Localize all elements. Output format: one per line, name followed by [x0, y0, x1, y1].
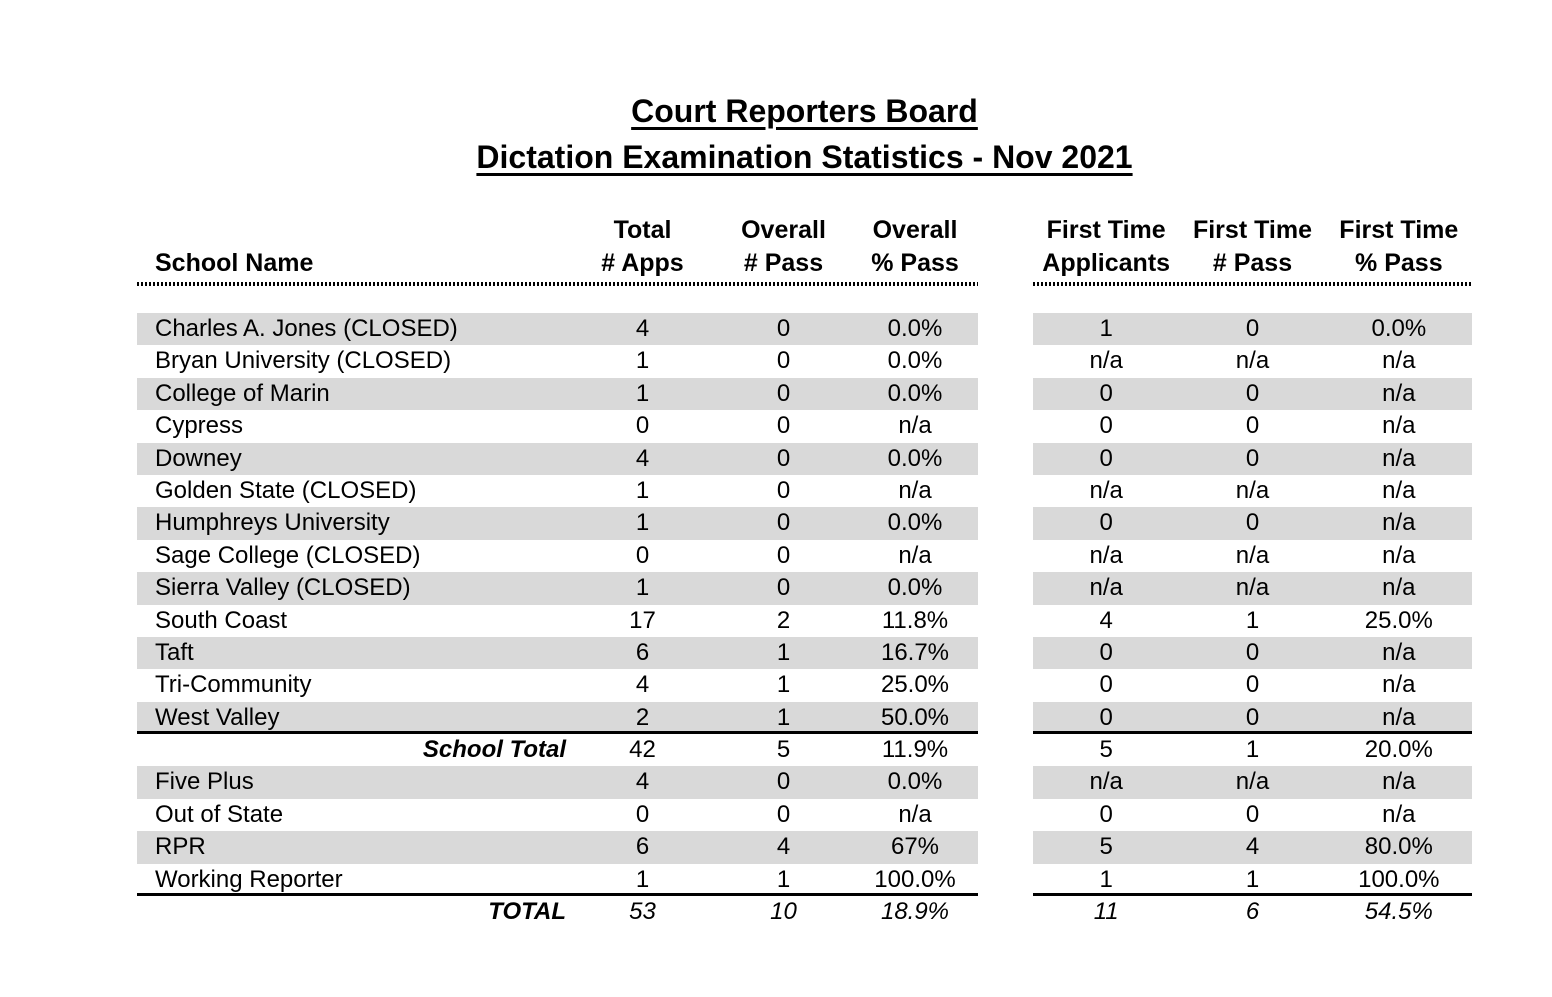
first-time-pass-cell: 0 — [1245, 671, 1260, 699]
overall-pct-cell: n/a — [898, 476, 932, 504]
table-row — [0, 475, 1552, 507]
overall-pass-cell: 0 — [776, 800, 791, 828]
school-name-cell: Sage College (CLOSED) — [155, 541, 421, 569]
overall-pass-cell: 0 — [776, 412, 791, 440]
first-time-pct-header-line2: % Pass — [1355, 249, 1443, 277]
first-time-stats-segment — [1033, 410, 1472, 442]
first-time-applicants-cell: 0 — [1099, 444, 1113, 472]
overall-pct-cell: 11.8% — [881, 606, 949, 634]
first-time-pct-cell: 54.5% — [1364, 898, 1433, 926]
overall-pct-cell: 50.0% — [880, 703, 950, 731]
table-row — [0, 410, 1552, 442]
table-row — [0, 378, 1552, 410]
overall-pct-cell: 25.0% — [880, 671, 950, 699]
overall-pct-cell: n/a — [898, 412, 932, 440]
total-apps-header — [570, 205, 715, 282]
overall-pct-cell: 11.9% — [881, 736, 949, 764]
overall-pass-header-line2: # Pass — [743, 249, 824, 277]
total-apps-cell: 6 — [635, 638, 650, 666]
first-time-pct-cell: n/a — [1382, 476, 1416, 504]
total-apps-cell: 4 — [635, 315, 650, 342]
first-time-applicants-cell: 5 — [1099, 833, 1113, 861]
total-apps-cell: 53 — [629, 898, 656, 926]
table-row — [0, 443, 1552, 475]
overall-pct-header-line1: Overall — [872, 216, 958, 244]
school-name-cell: School Total — [422, 736, 566, 764]
total-apps-cell: 1 — [635, 379, 650, 407]
first-time-pct-cell: n/a — [1382, 412, 1416, 440]
overall-stats-segment — [137, 378, 978, 410]
overall-pass-cell: 1 — [776, 703, 791, 731]
first-time-pass-cell: 6 — [1245, 898, 1260, 926]
first-time-applicants-cell: n/a — [1089, 476, 1123, 504]
first-time-applicants-cell: n/a — [1089, 541, 1123, 569]
overall-stats-segment — [137, 702, 978, 734]
overall-pct-cell: 0.0% — [887, 315, 943, 342]
first-time-stats-segment — [1033, 345, 1472, 377]
school-name-header: School Name — [155, 249, 314, 277]
first-time-pass-cell: n/a — [1235, 768, 1270, 796]
first-time-pass-cell: 1 — [1245, 606, 1260, 634]
overall-stats-segment — [137, 766, 978, 798]
table-row — [0, 669, 1552, 701]
overall-pass-cell: 1 — [776, 865, 791, 893]
first-time-stats-segment — [1033, 540, 1472, 572]
first-time-stats-segment — [1033, 443, 1472, 475]
table-row — [0, 345, 1552, 377]
overall-stats-segment — [137, 443, 978, 475]
first-time-applicants-cell: 0 — [1099, 638, 1113, 666]
first-time-pct-cell: n/a — [1382, 444, 1416, 472]
first-time-applicants-cell: 4 — [1099, 606, 1113, 634]
overall-stats-segment — [137, 734, 978, 766]
overall-pass-cell: 0 — [776, 347, 791, 375]
first-time-stats-segment — [1033, 831, 1472, 863]
overall-pass-cell: 0 — [776, 444, 791, 472]
first-time-applicants-cell: 0 — [1099, 412, 1113, 440]
total-apps-cell: 4 — [635, 444, 650, 472]
first-time-stats-segment — [1033, 864, 1472, 896]
school-name-cell: TOTAL — [488, 898, 566, 926]
total-apps-cell: 4 — [635, 671, 650, 699]
subtotal-row — [0, 734, 1552, 766]
first-time-stats-segment — [1033, 896, 1472, 928]
first-time-pass-cell: 4 — [1245, 833, 1260, 861]
overall-pass-cell: 0 — [776, 476, 791, 504]
first-time-applicants-header — [1033, 205, 1179, 282]
first-time-stats-segment — [1033, 799, 1472, 831]
overall-pct-header — [852, 205, 978, 282]
overall-stats-segment — [137, 507, 978, 539]
total-apps-cell: 1 — [635, 347, 650, 375]
school-name-cell: College of Marin — [155, 379, 330, 407]
first-time-applicants-cell: 1 — [1099, 865, 1113, 893]
total-apps-cell: 1 — [635, 476, 650, 504]
first-time-stats-segment — [1033, 313, 1472, 345]
overall-pass-cell: 4 — [776, 833, 791, 861]
first-time-applicants-cell: 0 — [1099, 703, 1113, 731]
overall-pass-cell: 0 — [776, 574, 791, 602]
first-time-pct-cell: n/a — [1382, 509, 1416, 537]
first-time-pct-cell: n/a — [1382, 768, 1416, 796]
overall-pct-cell: 0.0% — [887, 574, 943, 602]
total-apps-cell: 2 — [635, 703, 650, 731]
school-name-cell: Golden State (CLOSED) — [155, 476, 417, 504]
school-name-cell: Humphreys University — [155, 509, 390, 537]
overall-pass-cell: 1 — [776, 638, 791, 666]
total-apps-cell: 0 — [635, 800, 650, 828]
first-time-pct-cell: n/a — [1382, 379, 1416, 407]
first-time-pct-cell: 0.0% — [1371, 315, 1427, 342]
grandtotal-row — [0, 896, 1552, 928]
overall-pct-cell: 0.0% — [887, 347, 943, 375]
school-name-cell: Bryan University (CLOSED) — [155, 347, 452, 375]
first-time-applicants-cell: n/a — [1089, 768, 1123, 796]
first-time-stats-segment — [1033, 378, 1472, 410]
overall-stats-segment — [137, 799, 978, 831]
first-time-applicants-cell: 0 — [1099, 509, 1113, 537]
overall-pass-cell: 10 — [770, 898, 797, 926]
first-time-pass-cell: 1 — [1245, 736, 1260, 764]
table-row — [0, 540, 1552, 572]
school-name-cell: Sierra Valley (CLOSED) — [155, 574, 411, 602]
overall-pct-cell: 0.0% — [887, 768, 943, 796]
overall-pct-cell: 0.0% — [887, 509, 943, 537]
overall-pct-cell: n/a — [898, 800, 932, 828]
school-name-cell: South Coast — [155, 606, 288, 634]
first-time-stats-segment — [1033, 475, 1472, 507]
overall-pass-cell: 2 — [776, 606, 791, 634]
overall-stats-segment — [137, 572, 978, 604]
overall-pass-cell: 0 — [776, 509, 791, 537]
first-time-stats-segment — [1033, 734, 1472, 766]
first-time-pass-header — [1179, 205, 1325, 282]
overall-stats-segment — [137, 475, 978, 507]
total-apps-header-line2: # Apps — [601, 249, 684, 277]
first-time-applicants-cell: 1 — [1099, 315, 1113, 342]
first-time-pass-cell: n/a — [1235, 541, 1270, 569]
first-time-pct-cell: 100.0% — [1358, 865, 1440, 893]
left-table-header — [137, 205, 978, 282]
first-time-pass-header-line1: First Time — [1192, 216, 1312, 244]
overall-pct-cell: 67% — [890, 833, 940, 861]
school-name-cell: Working Reporter — [155, 865, 343, 893]
total-apps-cell: 42 — [629, 736, 656, 764]
first-time-pct-cell: 25.0% — [1364, 606, 1433, 634]
overall-pass-header-line1: Overall — [741, 216, 826, 244]
first-time-pct-cell: 20.0% — [1364, 736, 1433, 764]
overall-stats-segment — [137, 313, 978, 345]
first-time-pct-cell: n/a — [1382, 638, 1416, 666]
statistics-table-body — [0, 313, 1552, 928]
first-time-pct-cell: n/a — [1382, 574, 1416, 602]
table-row — [0, 507, 1552, 539]
overall-pct-header-line2: % Pass — [871, 249, 959, 277]
overall-pass-cell: 1 — [776, 671, 791, 699]
total-apps-cell: 4 — [635, 768, 650, 796]
first-time-applicants-header-line1: First Time — [1046, 216, 1166, 244]
first-time-stats-segment — [1033, 766, 1472, 798]
table-row — [0, 313, 1552, 345]
overall-stats-segment — [137, 669, 978, 701]
overall-pass-cell: 5 — [776, 736, 791, 764]
total-apps-cell: 0 — [635, 412, 650, 440]
school-name-cell: Charles A. Jones (CLOSED) — [155, 315, 458, 342]
school-name-cell: RPR — [155, 833, 206, 861]
first-time-pass-cell: 0 — [1245, 379, 1260, 407]
title-block — [137, 88, 1472, 180]
first-time-applicants-cell: 0 — [1099, 671, 1113, 699]
first-time-pass-cell: 0 — [1245, 638, 1260, 666]
overall-pct-cell: 18.9% — [880, 898, 950, 926]
total-apps-cell: 1 — [635, 509, 650, 537]
total-apps-cell: 17 — [629, 606, 656, 634]
overall-stats-segment — [137, 345, 978, 377]
table-row — [0, 637, 1552, 669]
overall-pass-cell: 0 — [776, 379, 791, 407]
school-name-cell: West Valley — [155, 703, 280, 731]
table-row — [0, 799, 1552, 831]
first-time-pct-cell: n/a — [1382, 800, 1416, 828]
first-time-pass-cell: 1 — [1245, 865, 1260, 893]
school-name-cell: Five Plus — [155, 768, 254, 796]
first-time-applicants-cell: 0 — [1099, 379, 1113, 407]
overall-pct-cell: 16.7% — [880, 638, 950, 666]
overall-pct-cell: n/a — [898, 541, 932, 569]
overall-pass-cell: 0 — [776, 768, 791, 796]
overall-stats-segment — [137, 637, 978, 669]
first-time-stats-segment — [1033, 605, 1472, 637]
overall-stats-segment — [137, 410, 978, 442]
first-time-applicants-cell: 11 — [1093, 898, 1119, 926]
overall-stats-segment — [137, 864, 978, 896]
first-time-pass-cell: n/a — [1235, 476, 1270, 504]
table-row — [0, 766, 1552, 798]
first-time-stats-segment — [1033, 507, 1472, 539]
first-time-pass-cell: 0 — [1245, 315, 1260, 342]
first-time-pass-cell: 0 — [1245, 703, 1260, 731]
first-time-pct-header — [1326, 205, 1472, 282]
overall-pass-cell: 0 — [776, 315, 791, 342]
total-apps-header-line1: Total — [613, 216, 672, 244]
first-time-pass-cell: 0 — [1245, 412, 1260, 440]
first-time-pass-cell: n/a — [1235, 574, 1270, 602]
page-title: Court Reporters Board — [631, 93, 978, 129]
right-table-header — [1033, 205, 1472, 282]
first-time-pct-cell: 80.0% — [1364, 833, 1433, 861]
total-apps-cell: 1 — [635, 574, 650, 602]
first-time-stats-segment — [1033, 669, 1472, 701]
first-time-applicants-header-line2: Applicants — [1042, 249, 1171, 277]
first-time-pass-cell: 0 — [1245, 800, 1260, 828]
overall-pct-cell: 100.0% — [874, 865, 956, 893]
first-time-applicants-cell: 0 — [1099, 800, 1113, 828]
first-time-stats-segment — [1033, 572, 1472, 604]
school-name-cell: Cypress — [155, 412, 244, 440]
page-subtitle: Dictation Examination Statistics - Nov 2021 — [476, 139, 1133, 175]
first-time-stats-segment — [1033, 637, 1472, 669]
first-time-pct-header-line1: First Time — [1339, 216, 1459, 244]
school-name-cell: Out of State — [155, 800, 284, 828]
first-time-pass-cell: 0 — [1245, 509, 1260, 537]
table-row — [0, 702, 1552, 734]
first-time-pct-cell: n/a — [1382, 347, 1416, 375]
overall-stats-segment — [137, 831, 978, 863]
first-time-pct-cell: n/a — [1382, 671, 1416, 699]
first-time-stats-segment — [1033, 702, 1472, 734]
overall-pass-header — [715, 205, 852, 282]
overall-stats-segment — [137, 540, 978, 572]
first-time-applicants-cell: n/a — [1089, 574, 1123, 602]
overall-stats-segment — [137, 605, 978, 637]
school-name-cell: Taft — [155, 638, 194, 666]
first-time-pct-cell: n/a — [1382, 541, 1416, 569]
school-name-cell: Downey — [155, 444, 242, 472]
first-time-pass-header-line2: # Pass — [1212, 249, 1293, 277]
overall-pass-cell: 0 — [776, 541, 791, 569]
overall-pct-cell: 0.0% — [887, 379, 943, 407]
table-row — [0, 572, 1552, 604]
table-row — [0, 831, 1552, 863]
first-time-pct-cell: n/a — [1382, 703, 1416, 731]
first-time-pass-cell: 0 — [1245, 444, 1260, 472]
table-row — [0, 864, 1552, 896]
table-row — [0, 605, 1552, 637]
total-apps-cell: 0 — [635, 541, 650, 569]
total-apps-cell: 6 — [635, 833, 650, 861]
total-apps-cell: 1 — [635, 865, 650, 893]
school-name-cell: Tri-Community — [155, 671, 312, 699]
overall-pct-cell: 0.0% — [887, 444, 943, 472]
first-time-applicants-cell: 5 — [1099, 736, 1113, 764]
first-time-pass-cell: n/a — [1235, 347, 1270, 375]
first-time-applicants-cell: n/a — [1089, 347, 1123, 375]
overall-stats-segment — [137, 896, 978, 928]
